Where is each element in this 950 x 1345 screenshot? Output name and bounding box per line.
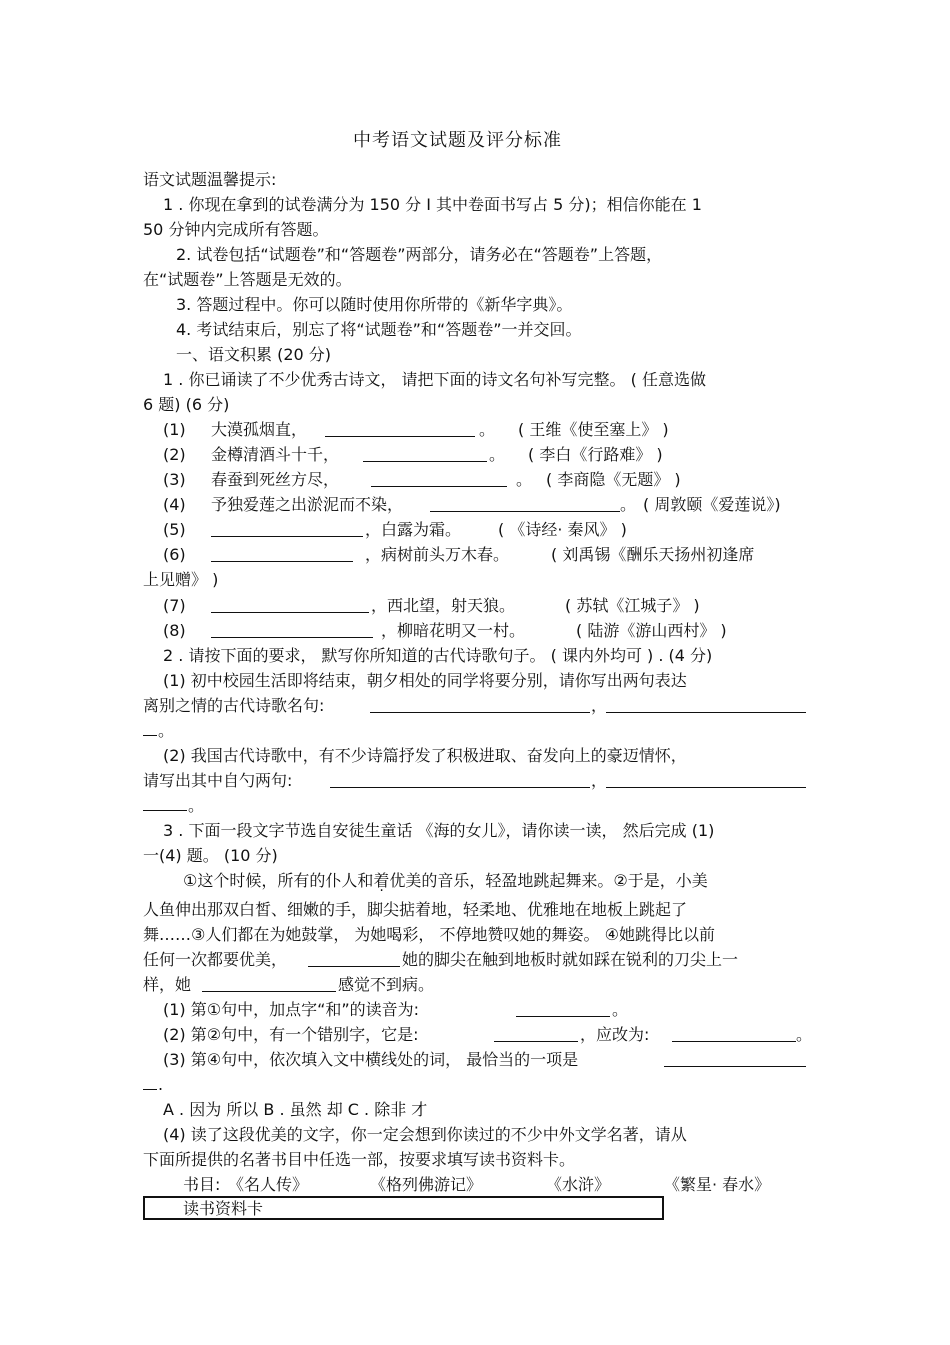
item-6-blank[interactable] xyxy=(211,545,353,562)
item-4-blank[interactable] xyxy=(430,495,620,512)
q2-part-2-blank-2[interactable] xyxy=(606,771,806,788)
item-4-end: 。 xyxy=(620,495,637,514)
item-1-text: 大漠孤烟直， xyxy=(211,420,308,439)
item-8-number: (8) xyxy=(163,621,186,640)
book-title-1: 《名人传》 xyxy=(228,1175,309,1194)
dotted-character: 着 xyxy=(373,871,390,890)
item-3-number: (3) xyxy=(163,470,186,489)
tip-2-line-1: 2. 试卷包括“试题卷”和“答题卷”两部分，请务必在“答题卷”上答题， xyxy=(176,245,663,264)
item-3-end: 。 xyxy=(516,470,533,489)
sub-question-3-blank-cont[interactable] xyxy=(143,1073,157,1090)
reading-card-title: 读书资料卡 xyxy=(183,1199,264,1218)
item-4-number: (4) xyxy=(163,495,186,514)
question-2-part-2-line-1: (2) 我国古代诗歌中，有不少诗篇抒发了积极进取、奋发向上的豪迈情怀， xyxy=(163,746,687,765)
question-1-line-2: 6 题) (6 分) xyxy=(143,395,230,414)
item-7-text: ，西北望，射天狼。 xyxy=(371,596,516,615)
book-title-2: 《格列佛游记》 xyxy=(370,1175,483,1194)
item-1-source: ( 王维《使至塞上》 ) xyxy=(518,420,669,439)
item-4-text: 予独爱莲之出淤泥而不染， xyxy=(211,495,404,514)
q2-part-2-blank-2-cont[interactable] xyxy=(143,794,187,811)
sub-question-1-blank[interactable] xyxy=(516,1000,610,1017)
item-2-end: 。 xyxy=(489,445,506,464)
question-2-part-1-line-1: (1) 初中校园生活即将结束，朝夕相处的同学将要分别，请你写出两句表达 xyxy=(163,671,687,690)
sub-question-2-a: (2) 第②句中，有一个错别字，它是: xyxy=(163,1025,419,1044)
sub-question-3: (3) 第④句中，依次填入文中横线处的词， 最恰当的一项是 xyxy=(163,1050,579,1069)
passage-line-3: 舞……③人们都在为她鼓掌， 为她喝彩， 不停地赞叹她的舞姿。 ④她跳得比以前 xyxy=(143,925,715,944)
item-8-text: ，柳暗花明又一村。 xyxy=(381,621,526,640)
passage-line-1-a: ①这个时候，所有的仆人和 xyxy=(183,871,374,890)
item-5-blank[interactable] xyxy=(211,520,363,537)
reading-card-box xyxy=(143,1196,664,1220)
sub-question-1-end: 。 xyxy=(612,1000,629,1019)
item-3-text: 春蚕到死丝方尽， xyxy=(211,470,340,489)
q2-part-1-comma: ， xyxy=(591,696,608,715)
sub-question-4-line-2: 下面所提供的名著书目中任选一部，按要求填写读书资料卡。 xyxy=(143,1150,576,1169)
item-3-source: ( 李商隐《无题》 ) xyxy=(546,470,681,489)
q2-part-2-comma: ， xyxy=(591,771,608,790)
item-7-number: (7) xyxy=(163,596,186,615)
passage-line-1 xyxy=(183,871,708,891)
question-1-line-1: 1 . 你已诵读了不少优秀古诗文， 请把下面的诗文名句补写完整。 ( 任意选做 xyxy=(163,370,706,389)
sub-question-2-b: ，应改为: xyxy=(580,1025,650,1044)
item-7-source: ( 苏轼《江城子》 ) xyxy=(565,596,700,615)
q2-part-1-blank-1[interactable] xyxy=(370,696,590,713)
sub-question-2-blank-1[interactable] xyxy=(494,1025,578,1042)
question-2-part-1-line-2: 离别之情的古代诗歌名句: xyxy=(143,696,325,715)
item-7-blank[interactable] xyxy=(211,596,369,613)
q2-part-2-blank-1[interactable] xyxy=(330,771,590,788)
tip-3: 3. 答题过程中。你可以随时使用你所带的《新华字典》。 xyxy=(176,295,573,314)
item-5-text: ，白露为霜。 xyxy=(365,520,462,539)
q2-part-1-end: 。 xyxy=(158,721,175,740)
item-8-blank[interactable] xyxy=(211,621,373,638)
page-title: 中考语文试题及评分标准 xyxy=(353,130,562,151)
item-8-source: ( 陆游《游山西村》 ) xyxy=(576,621,727,640)
section-1-heading: 一、语文积累 (20 分) xyxy=(176,345,332,364)
sub-question-2-end: 。 xyxy=(796,1025,813,1044)
question-2-heading: 2 . 请按下面的要求， 默写你所知道的古代诗歌句子。 ( 课内外均可 ) . (4 分) xyxy=(163,646,713,665)
passage-line-2: 人鱼伸出那双白皙、细嫩的手，脚尖掂着地，轻柔地、优雅地在地板上跳起了 xyxy=(143,900,688,919)
passage-blank-2[interactable] xyxy=(202,975,336,992)
item-2-source: ( 李白《行路难》 ) xyxy=(528,445,663,464)
tip-1-line-2: 50 分钟内完成所有答题。 xyxy=(143,220,329,239)
passage-line-5-b: 感觉不到病。 xyxy=(338,975,435,994)
sub-question-4-line-1: (4) 读了这段优美的文字，你一定会想到你读过的不少中外文学名著，请从 xyxy=(163,1125,687,1144)
sub-question-1: (1) 第①句中，加点字“和”的读音为: xyxy=(163,1000,420,1019)
item-1-end: 。 xyxy=(479,420,496,439)
item-6-text: ，病树前头万木春。 xyxy=(365,545,510,564)
book-title-4: 《繁星· 春水》 xyxy=(664,1175,771,1194)
passage-line-4-b: 她的脚尖在触到地板时就如踩在锐利的刀尖上一 xyxy=(402,950,739,969)
item-1-blank[interactable] xyxy=(325,420,475,437)
book-list-label: 书目: xyxy=(183,1175,221,1194)
sub-question-3-blank[interactable] xyxy=(664,1050,806,1067)
question-3-heading-cont: 一(4) 题。 (10 分) xyxy=(143,846,278,865)
item-5-source: ( 《诗经· 秦风》 ) xyxy=(498,520,627,539)
item-6-number: (6) xyxy=(163,545,186,564)
item-4-source: ( 周敦颐《爱莲说》) xyxy=(643,495,781,514)
sub-question-3-options: A . 因为 所以 B . 虽然 却 C . 除非 才 xyxy=(163,1100,428,1119)
q2-part-1-blank-2-cont[interactable] xyxy=(143,719,157,736)
book-title-3: 《水浒》 xyxy=(546,1175,611,1194)
item-2-text: 金樽清酒斗十千， xyxy=(211,445,340,464)
item-6-source: ( 刘禹锡《酬乐天扬州初逢席 xyxy=(551,545,755,564)
item-1-number: (1) xyxy=(163,420,186,439)
tip-4: 4. 考试结束后，别忘了将“试题卷”和“答题卷”一并交回。 xyxy=(176,320,582,339)
sub-question-3-end: . xyxy=(158,1075,164,1094)
passage-blank-1[interactable] xyxy=(308,950,400,967)
q2-part-2-end: 。 xyxy=(188,796,205,815)
passage-line-5-a: 样，她 xyxy=(143,975,192,994)
question-3-heading: 3 . 下面一段文字节选自安徒生童话 《海的女儿》，请你读一读， 然后完成 (1) xyxy=(163,821,715,840)
tips-heading: 语文试题温馨提示: xyxy=(143,170,277,189)
item-5-number: (5) xyxy=(163,520,186,539)
item-2-number: (2) xyxy=(163,445,186,464)
sub-question-2-blank-2[interactable] xyxy=(672,1025,796,1042)
q2-part-1-blank-2[interactable] xyxy=(606,696,806,713)
passage-line-4-a: 任何一次都要优美， xyxy=(143,950,288,969)
item-6-source-cont: 上见赠》 ) xyxy=(143,570,219,589)
tip-1-line-1: 1 . 你现在拿到的试卷满分为 150 分 I 其中卷面书写占 5 分)；相信你能在 1 xyxy=(163,195,702,214)
question-2-part-2-line-2: 请写出其中自勺两句: xyxy=(143,771,293,790)
item-3-blank[interactable] xyxy=(371,470,507,487)
passage-line-1-b: 优美的音乐，轻盈地跳起舞来。②于是，小美 xyxy=(389,871,708,890)
tip-2-line-2: 在“试题卷”上答题是无效的。 xyxy=(143,270,352,289)
item-2-blank[interactable] xyxy=(363,445,487,462)
